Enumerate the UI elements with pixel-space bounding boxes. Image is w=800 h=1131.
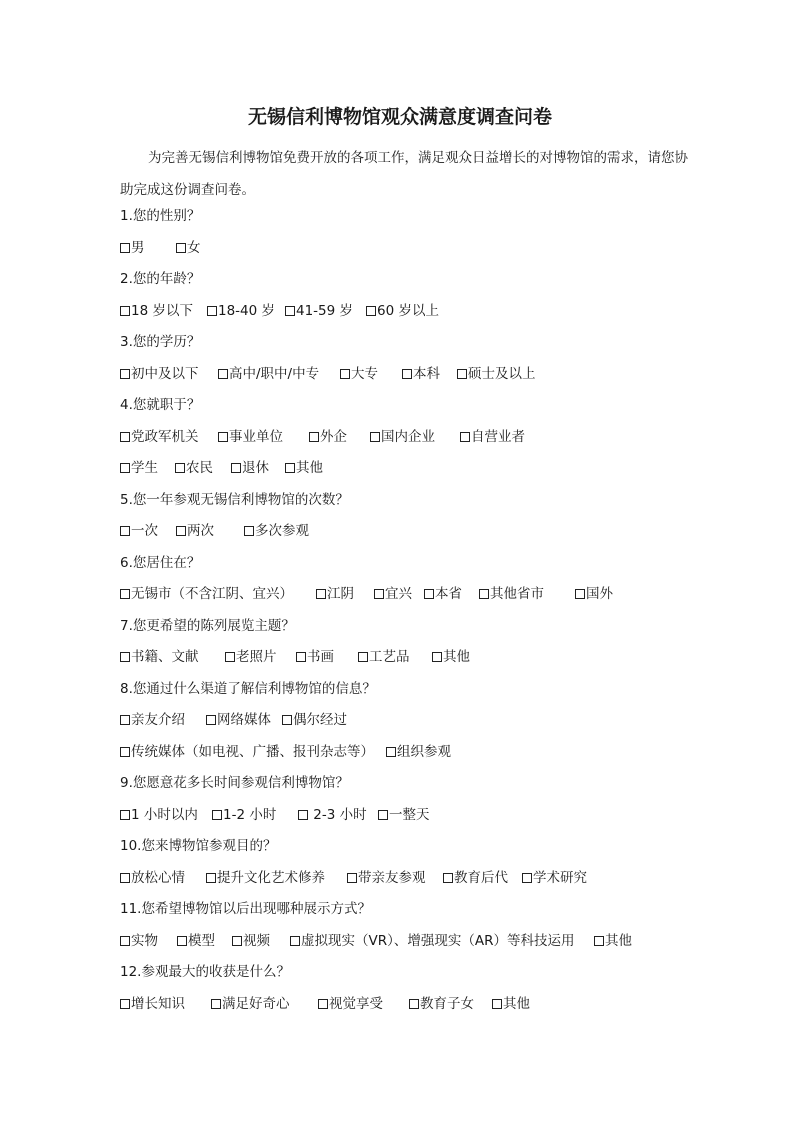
option-label: 增长知识 [131,996,185,1012]
checkbox-icon[interactable] [176,526,186,536]
option-label: 实物 [131,933,158,949]
option-item[interactable] [575,584,613,604]
checkbox-icon[interactable] [211,999,221,1009]
checkbox-icon[interactable] [175,463,185,473]
option-item[interactable] [225,647,277,667]
checkbox-icon[interactable] [218,369,228,379]
checkbox-icon[interactable] [432,652,442,662]
option-label: 虚拟现实（VR）、增强现实（AR）等科技运用 [301,933,575,949]
option-label: 大专 [351,366,378,382]
checkbox-icon[interactable] [370,432,380,442]
question-11: 11.您希望博物馆以后出现哪种展示方式？ [120,901,371,917]
option-item[interactable] [318,994,383,1014]
option-label: 书籍、文献 [131,649,199,665]
options-row [120,238,720,258]
checkbox-icon[interactable] [457,369,467,379]
checkbox-icon[interactable] [231,463,241,473]
option-label: 本科 [413,366,440,382]
option-label: 2-3 小时 [309,807,367,823]
option-label: 学生 [131,460,158,476]
option-label: 提升文化艺术修养 [217,870,325,886]
option-label: 18 岁以下 [131,303,193,319]
option-item[interactable] [374,584,412,604]
checkbox-icon[interactable] [232,936,242,946]
checkbox-icon[interactable] [120,306,130,316]
option-item[interactable] [120,931,158,951]
option-label: 网络媒体 [217,712,271,728]
option-label: 党政军机关 [131,429,199,445]
option-label: 其他 [296,460,323,476]
option-label: 农民 [186,460,213,476]
checkbox-icon[interactable] [296,652,306,662]
options-row [120,458,720,478]
option-item[interactable] [231,458,269,478]
options-row [120,742,720,762]
option-item[interactable] [120,427,199,447]
option-label: 宜兴 [385,586,412,602]
option-item[interactable] [177,931,215,951]
option-item[interactable] [479,584,544,604]
option-item[interactable] [460,427,525,447]
option-item[interactable] [120,584,293,604]
question-1: 1.您的性别？ [120,208,201,224]
options-row [120,584,720,604]
option-item[interactable] [370,427,435,447]
checkbox-icon[interactable] [479,589,489,599]
option-label: 亲友介绍 [131,712,185,728]
question-9: 9.您愿意花多长时间参观信利博物馆？ [120,775,349,791]
option-label: 无锡市（不含江阴、宜兴） [131,586,293,602]
checkbox-icon[interactable] [522,873,532,883]
option-item[interactable] [206,868,325,888]
option-label: 教育子女 [420,996,474,1012]
checkbox-icon[interactable] [120,432,130,442]
option-item[interactable] [206,710,271,730]
checkbox-icon[interactable] [120,463,130,473]
question-8: 8.您通过什么渠道了解信利博物馆的信息？ [120,681,376,697]
option-item[interactable] [340,364,378,384]
option-item[interactable] [175,458,213,478]
checkbox-icon[interactable] [347,873,357,883]
option-label: 退休 [242,460,269,476]
question-5: 5.您一年参观无锡信利博物馆的次数？ [120,492,349,508]
option-label: 国外 [586,586,613,602]
option-item[interactable] [120,647,199,667]
option-label: 其他省市 [490,586,544,602]
option-item[interactable] [207,301,275,321]
checkbox-icon[interactable] [120,715,130,725]
checkbox-icon[interactable] [120,369,130,379]
question-3: 3.您的学历？ [120,334,201,350]
checkbox-icon[interactable] [244,526,254,536]
options-row [120,647,720,667]
option-label: 18-40 岁 [218,303,276,319]
option-label: 高中/职中/中专 [229,366,320,382]
option-label: 满足好奇心 [222,996,290,1012]
option-item[interactable] [298,805,367,825]
option-item[interactable] [594,931,632,951]
checkbox-icon[interactable] [282,715,292,725]
option-item[interactable] [424,584,462,604]
intro-paragraph: 为完善无锡信利博物馆免费开放的各项工作，满足观众日益增长的对博物馆的需求，请您协助完成这份调查问卷。 [120,150,688,198]
option-item[interactable] [285,301,353,321]
option-item[interactable] [432,647,470,667]
option-item[interactable] [176,238,201,258]
option-label: 男 [131,240,145,256]
options-row [120,994,720,1014]
option-item[interactable] [309,427,347,447]
option-label: 组织参观 [397,744,451,760]
option-item[interactable] [120,742,374,762]
option-label: 其他 [605,933,632,949]
question-7: 7.您更希望的陈列展览主题？ [120,618,295,634]
checkbox-icon[interactable] [120,999,130,1009]
checkbox-icon[interactable] [285,463,295,473]
checkbox-icon[interactable] [298,810,308,820]
option-item[interactable] [492,994,530,1014]
checkbox-icon[interactable] [225,652,235,662]
option-item[interactable] [386,742,451,762]
option-item[interactable] [296,647,334,667]
checkbox-icon[interactable] [492,999,502,1009]
checkbox-icon[interactable] [424,589,434,599]
options-row [120,805,720,825]
option-label: 一次 [131,523,158,539]
option-item[interactable] [120,521,158,541]
checkbox-icon[interactable] [402,369,412,379]
options-row [120,710,720,730]
option-label: 模型 [188,933,215,949]
option-label: 传统媒体（如电视、广播、报刊杂志等） [131,744,374,760]
option-label: 1 小时以内 [131,807,198,823]
checkbox-icon[interactable] [309,432,319,442]
option-label: 一整天 [389,807,430,823]
checkbox-icon[interactable] [443,873,453,883]
option-label: 本省 [435,586,462,602]
option-label: 多次参观 [255,523,309,539]
checkbox-icon[interactable] [460,432,470,442]
option-item[interactable] [244,521,309,541]
option-label: 硕士及以上 [468,366,536,382]
option-label: 两次 [187,523,214,539]
options-row [120,868,720,888]
options-row [120,931,720,951]
option-item[interactable] [282,710,347,730]
option-item[interactable] [120,364,199,384]
option-item[interactable] [120,868,185,888]
option-item[interactable] [402,364,440,384]
checkbox-icon[interactable] [218,432,228,442]
checkbox-icon[interactable] [120,589,130,599]
option-label: 工艺品 [369,649,410,665]
option-item[interactable] [218,427,283,447]
checkbox-icon[interactable] [120,810,130,820]
checkbox-icon[interactable] [318,999,328,1009]
option-label: 学术研究 [533,870,587,886]
option-item[interactable] [211,994,290,1014]
checkbox-icon[interactable] [316,589,326,599]
option-label: 外企 [320,429,347,445]
question-4: 4.您就职于？ [120,397,201,413]
option-label: 偶尔经过 [293,712,347,728]
checkbox-icon[interactable] [212,810,222,820]
checkbox-icon[interactable] [206,873,216,883]
option-item[interactable] [358,647,410,667]
option-label: 视觉享受 [329,996,383,1012]
checkbox-icon[interactable] [340,369,350,379]
option-item[interactable] [290,931,574,951]
option-label: 老照片 [236,649,277,665]
checkbox-icon[interactable] [120,652,130,662]
option-label: 视频 [243,933,270,949]
checkbox-icon[interactable] [207,306,217,316]
option-item[interactable] [120,710,185,730]
options-row [120,301,720,321]
checkbox-icon[interactable] [378,810,388,820]
option-item[interactable] [176,521,214,541]
checkbox-icon[interactable] [120,526,130,536]
option-item[interactable] [378,805,430,825]
checkbox-icon[interactable] [358,652,368,662]
option-label: 带亲友参观 [358,870,426,886]
option-item[interactable] [443,868,508,888]
option-label: 女 [187,240,201,256]
question-12: 12.参观最大的收获是什么？ [120,964,290,980]
question-10: 10.您来博物馆参观目的？ [120,838,277,854]
option-label: 60 岁以上 [377,303,439,319]
checkbox-icon[interactable] [120,243,130,253]
checkbox-icon[interactable] [594,936,604,946]
checkbox-icon[interactable] [120,747,130,757]
option-item[interactable] [120,458,158,478]
checkbox-icon[interactable] [120,873,130,883]
checkbox-icon[interactable] [285,306,295,316]
option-item[interactable] [366,301,439,321]
option-item[interactable] [457,364,536,384]
option-item[interactable] [347,868,426,888]
option-label: 41-59 岁 [296,303,354,319]
option-label: 江阴 [327,586,354,602]
options-row [120,521,720,541]
option-item[interactable] [120,994,185,1014]
option-item[interactable] [120,238,145,258]
option-item[interactable] [522,868,587,888]
question-6: 6.您居住在？ [120,555,201,571]
option-item[interactable] [120,805,198,825]
option-label: 1-2 小时 [223,807,277,823]
checkbox-icon[interactable] [374,589,384,599]
checkbox-icon[interactable] [366,306,376,316]
option-item[interactable] [218,364,319,384]
options-row [120,364,720,384]
option-label: 其他 [503,996,530,1012]
option-item[interactable] [120,301,193,321]
checkbox-icon[interactable] [120,936,130,946]
checkbox-icon[interactable] [176,243,186,253]
option-item[interactable] [409,994,474,1014]
option-item[interactable] [232,931,270,951]
checkbox-icon[interactable] [575,589,585,599]
option-label: 书画 [307,649,334,665]
option-item[interactable] [285,458,323,478]
option-label: 其他 [443,649,470,665]
checkbox-icon[interactable] [386,747,396,757]
option-label: 初中及以下 [131,366,199,382]
checkbox-icon[interactable] [206,715,216,725]
option-label: 自营业者 [471,429,525,445]
option-label: 国内企业 [381,429,435,445]
page-title: 无锡信利博物馆观众满意度调查问卷 [247,106,552,128]
option-label: 事业单位 [229,429,283,445]
question-2: 2.您的年龄？ [120,271,201,287]
option-item[interactable] [316,584,354,604]
checkbox-icon[interactable] [177,936,187,946]
option-item[interactable] [212,805,276,825]
checkbox-icon[interactable] [290,936,300,946]
option-label: 放松心情 [131,870,185,886]
checkbox-icon[interactable] [409,999,419,1009]
options-row [120,427,720,447]
option-label: 教育后代 [454,870,508,886]
